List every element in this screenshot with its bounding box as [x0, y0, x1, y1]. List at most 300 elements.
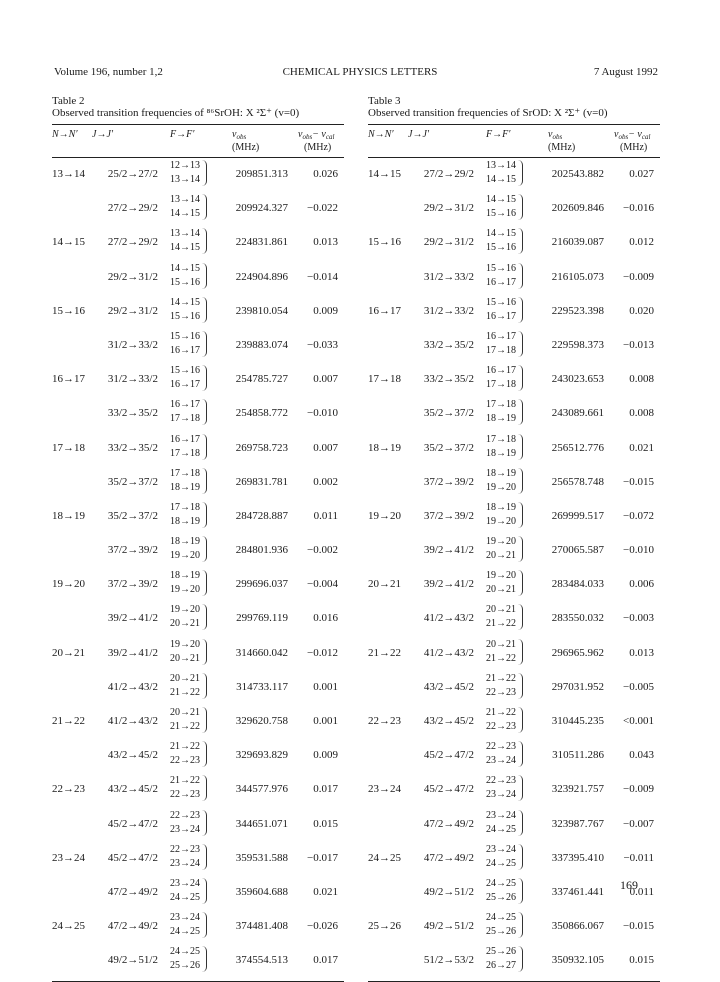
cell-obs-minus-cal: 0.007	[313, 373, 338, 386]
cell-observed-frequency: 344577.976	[235, 783, 288, 796]
cell-j-transition: 41/2→43/2	[107, 715, 158, 727]
cell-obs-minus-cal: −0.016	[623, 202, 654, 215]
cell-f-transition-upper: 16→17	[170, 433, 200, 445]
cell-j-transition: 43/2→45/2	[107, 749, 158, 762]
table-row	[368, 158, 660, 192]
obs-symbol: v	[232, 129, 237, 140]
running-header-journal: CHEMICAL PHYSICS LETTERS	[282, 66, 438, 78]
cell-j-transition: 29/2→31/2	[423, 202, 474, 215]
cell-obs-minus-cal: 0.015	[313, 817, 338, 830]
table-row	[52, 842, 344, 876]
cell-observed-frequency: 216105.073	[551, 270, 604, 283]
cell-f-transition-lower: 18→19	[486, 413, 516, 425]
table-row	[52, 363, 344, 397]
brace-symbol	[518, 844, 523, 870]
cell-j-transition: 43/2→45/2	[423, 680, 474, 693]
cell-j-transition: 45/2→47/2	[107, 851, 158, 864]
cell-obs-minus-cal: −0.013	[623, 338, 654, 351]
col-header-j: J→J′	[92, 129, 114, 140]
cell-j-transition: 37/2→39/2	[107, 578, 158, 591]
cell-f-transition-upper: 16→17	[486, 365, 516, 377]
cell-obs-minus-cal: <0.001	[623, 715, 654, 727]
cell-j-transition: 29/2→31/2	[107, 304, 158, 317]
table-row	[368, 500, 660, 534]
brace-symbol	[202, 297, 207, 323]
column-headers	[52, 125, 344, 157]
cell-j-transition: 39/2→41/2	[423, 544, 474, 557]
cell-n-transition: 18→19	[52, 509, 85, 522]
table-row	[368, 773, 660, 807]
cell-observed-frequency: 209851.313	[235, 168, 288, 180]
cell-f-transition-lower: 16→17	[486, 276, 516, 288]
table-row	[368, 637, 660, 671]
table-row	[368, 910, 660, 944]
cell-f-transition-upper: 15→16	[170, 330, 200, 342]
cell-obs-minus-cal: 0.020	[629, 304, 654, 317]
table-row	[52, 397, 344, 431]
cell-f-transition-upper: 16→17	[486, 330, 516, 342]
cell-j-transition: 29/2→31/2	[423, 236, 474, 249]
cell-j-transition: 41/2→43/2	[107, 680, 158, 693]
cell-f-transition-upper: 23→24	[170, 877, 200, 889]
cell-n-transition: 20→21	[368, 578, 401, 591]
cell-observed-frequency: 284728.887	[235, 509, 288, 522]
table-row	[368, 329, 660, 363]
cell-n-transition: 21→22	[368, 646, 401, 659]
cell-j-transition: 51/2→53/2	[423, 954, 474, 967]
brace-symbol	[518, 604, 523, 630]
cell-f-transition-upper: 22→23	[486, 775, 516, 787]
cell-f-transition-lower: 22→23	[170, 755, 200, 767]
cell-f-transition-upper: 19→20	[486, 570, 516, 582]
cell-obs-minus-cal: 0.043	[629, 749, 654, 762]
cell-j-transition: 47/2→49/2	[107, 885, 158, 898]
brace-symbol	[518, 194, 523, 220]
cell-f-transition-lower: 22→23	[486, 721, 516, 732]
cell-n-transition: 22→23	[368, 715, 401, 727]
cell-f-transition-upper: 14→15	[486, 228, 516, 240]
table-row	[368, 705, 660, 739]
brace-symbol	[202, 604, 207, 630]
cell-j-transition: 35/2→37/2	[423, 441, 474, 454]
cell-observed-frequency: 229598.373	[551, 338, 604, 351]
cell-j-transition: 27/2→29/2	[107, 202, 158, 215]
cell-f-transition-upper: 23→24	[486, 809, 516, 821]
cell-f-transition-upper: 22→23	[170, 843, 200, 855]
cell-j-transition: 37/2→39/2	[423, 509, 474, 522]
obs-symbol: v	[548, 129, 553, 140]
cell-f-transition-upper: 21→22	[486, 707, 516, 718]
table-row	[368, 261, 660, 295]
cell-j-transition: 27/2→29/2	[107, 236, 158, 249]
cell-obs-minus-cal: 0.002	[313, 475, 338, 488]
table-row	[368, 568, 660, 602]
cell-j-transition: 37/2→39/2	[423, 475, 474, 488]
cell-obs-minus-cal: 0.011	[629, 885, 654, 898]
cell-f-transition-lower: 20→21	[486, 550, 516, 562]
cell-j-transition: 49/2→51/2	[107, 954, 158, 967]
cell-obs-minus-cal: 0.012	[629, 236, 654, 249]
cell-j-transition: 35/2→37/2	[107, 475, 158, 488]
brace-symbol	[202, 536, 207, 562]
col-header-dev	[614, 129, 650, 141]
brace-symbol	[518, 160, 523, 186]
brace-symbol	[202, 741, 207, 767]
table-row	[52, 261, 344, 295]
cell-observed-frequency: 269758.723	[235, 441, 288, 454]
cell-f-transition-upper: 23→24	[486, 843, 516, 855]
dev-symbol: v	[298, 129, 303, 140]
cell-observed-frequency: 314733.117	[236, 680, 288, 693]
cell-n-transition: 24→25	[368, 851, 401, 864]
table-row	[368, 363, 660, 397]
cell-f-transition-lower: 19→20	[486, 515, 516, 527]
cell-f-transition-lower: 18→19	[170, 481, 200, 493]
cell-observed-frequency: 299769.119	[236, 612, 288, 625]
cell-observed-frequency: 209924.327	[235, 202, 288, 215]
obs-subscript: obs	[552, 133, 563, 141]
cell-j-transition: 27/2→29/2	[423, 168, 474, 180]
cell-f-transition-lower: 20→21	[170, 652, 200, 664]
dev-subscript-cal: cal	[325, 133, 335, 141]
cell-j-transition: 31/2→33/2	[107, 373, 158, 386]
brace-symbol	[518, 263, 523, 289]
cell-obs-minus-cal: 0.026	[313, 168, 338, 180]
cell-n-transition: 16→17	[52, 373, 85, 386]
cell-f-transition-upper: 14→15	[486, 194, 516, 206]
cell-observed-frequency: 314660.042	[235, 646, 288, 659]
table-3	[368, 95, 660, 982]
cell-f-transition-lower: 25→26	[170, 960, 200, 972]
table-row	[368, 944, 660, 978]
cell-f-transition-upper: 20→21	[486, 638, 516, 650]
cell-f-transition-lower: 25→26	[486, 926, 516, 938]
cell-n-transition: 23→24	[52, 851, 85, 864]
cell-obs-minus-cal: 0.013	[629, 646, 654, 659]
cell-f-transition-lower: 16→17	[486, 310, 516, 322]
cell-obs-minus-cal: 0.016	[313, 612, 338, 625]
table-caption: Observed transition frequencies of ⁸⁶SrOH: X ²Σ⁺ (v=0)	[52, 107, 300, 119]
cell-f-transition-upper: 17→18	[486, 399, 516, 411]
cell-observed-frequency: 337395.410	[551, 851, 604, 864]
col-header-obs-unit: (MHz)	[548, 142, 576, 153]
cell-observed-frequency: 269831.781	[235, 475, 288, 488]
cell-obs-minus-cal: 0.027	[629, 168, 654, 180]
brace-symbol	[518, 707, 523, 733]
table-row	[52, 808, 344, 842]
cell-f-transition-upper: 13→14	[170, 228, 200, 240]
cell-f-transition-lower: 24→25	[486, 857, 516, 869]
cell-f-transition-lower: 13→14	[170, 174, 200, 185]
brace-symbol	[518, 878, 523, 904]
cell-f-transition-lower: 23→24	[170, 857, 200, 869]
brace-symbol	[202, 844, 207, 870]
cell-obs-minus-cal: −0.015	[623, 475, 654, 488]
dev-minus: − v	[628, 129, 642, 140]
cell-f-transition-lower: 17→18	[486, 344, 516, 356]
table-row	[52, 671, 344, 705]
cell-obs-minus-cal: −0.010	[623, 544, 654, 557]
brace-symbol	[202, 331, 207, 357]
brace-symbol	[202, 399, 207, 425]
cell-j-transition: 33/2→35/2	[423, 373, 474, 386]
brace-symbol	[202, 570, 207, 596]
table-row	[52, 876, 344, 910]
cell-obs-minus-cal: 0.007	[313, 441, 338, 454]
cell-obs-minus-cal: 0.021	[313, 885, 338, 898]
table-row	[368, 226, 660, 260]
cell-j-transition: 49/2→51/2	[423, 920, 474, 933]
dev-subscript-obs: obs	[618, 133, 629, 141]
cell-obs-minus-cal: 0.017	[313, 954, 338, 967]
cell-j-transition: 45/2→47/2	[423, 749, 474, 762]
brace-symbol	[518, 912, 523, 938]
cell-observed-frequency: 254858.772	[235, 407, 288, 420]
cell-j-transition: 43/2→45/2	[107, 783, 158, 796]
brace-symbol	[202, 434, 207, 460]
table-row	[52, 602, 344, 636]
brace-symbol	[518, 775, 523, 801]
cell-f-transition-lower: 24→25	[170, 891, 200, 903]
cell-n-transition: 18→19	[368, 441, 401, 454]
dev-minus: − v	[312, 129, 326, 140]
table-row	[368, 602, 660, 636]
cell-j-transition: 33/2→35/2	[423, 338, 474, 351]
cell-n-transition: 16→17	[368, 304, 401, 317]
cell-n-transition: 17→18	[52, 441, 85, 454]
col-header-obs-unit: (MHz)	[232, 142, 260, 153]
cell-observed-frequency: 283484.033	[551, 578, 604, 591]
brace-symbol	[202, 468, 207, 494]
cell-n-transition: 15→16	[52, 304, 85, 317]
cell-n-transition: 22→23	[52, 783, 85, 796]
dev-symbol: v	[614, 129, 619, 140]
cell-f-transition-lower: 19→20	[170, 584, 200, 596]
brace-symbol	[518, 365, 523, 391]
cell-n-transition: 14→15	[368, 168, 401, 180]
col-header-dev-unit: (MHz)	[304, 142, 332, 153]
cell-f-transition-lower: 17→18	[486, 379, 516, 391]
table-row	[368, 842, 660, 876]
cell-j-transition: 35/2→37/2	[107, 509, 158, 522]
cell-j-transition: 39/2→41/2	[107, 612, 158, 625]
cell-f-transition-upper: 25→26	[486, 946, 516, 958]
cell-obs-minus-cal: −0.011	[623, 851, 654, 864]
table-row	[52, 534, 344, 568]
cell-observed-frequency: 337461.441	[551, 885, 604, 898]
col-header-dev-unit: (MHz)	[620, 142, 648, 153]
cell-j-transition: 41/2→43/2	[423, 612, 474, 625]
cell-f-transition-lower: 22→23	[170, 789, 200, 801]
cell-f-transition-upper: 20→21	[170, 672, 200, 684]
col-header-f: F→F′	[486, 129, 511, 140]
cell-obs-minus-cal: 0.017	[313, 783, 338, 796]
cell-n-transition: 17→18	[368, 373, 401, 386]
cell-f-transition-upper: 21→22	[486, 672, 516, 684]
table-row	[368, 397, 660, 431]
cell-obs-minus-cal: 0.008	[629, 373, 654, 386]
cell-observed-frequency: 202543.882	[551, 168, 604, 180]
cell-f-transition-upper: 15→16	[170, 365, 200, 377]
cell-j-transition: 31/2→33/2	[423, 270, 474, 283]
cell-obs-minus-cal: −0.022	[307, 202, 338, 215]
cell-observed-frequency: 239883.074	[235, 338, 288, 351]
cell-n-transition: 14→15	[52, 236, 85, 249]
col-header-f: F→F′	[170, 129, 195, 140]
brace-symbol	[202, 228, 207, 254]
cell-f-transition-upper: 13→14	[170, 194, 200, 206]
cell-observed-frequency: 359604.688	[235, 885, 288, 898]
cell-f-transition-upper: 15→16	[486, 296, 516, 308]
col-header-n: N→N′	[52, 129, 78, 140]
brace-symbol	[202, 194, 207, 220]
table-row	[52, 226, 344, 260]
cell-obs-minus-cal: −0.007	[623, 817, 654, 830]
cell-j-transition: 47/2→49/2	[423, 851, 474, 864]
table-row	[52, 910, 344, 944]
cell-j-transition: 45/2→47/2	[423, 783, 474, 796]
table-2	[52, 95, 344, 982]
table-row	[368, 534, 660, 568]
cell-n-transition: 19→20	[52, 578, 85, 591]
cell-obs-minus-cal: −0.012	[307, 646, 338, 659]
cell-obs-minus-cal: −0.014	[307, 270, 338, 283]
brace-symbol	[202, 160, 207, 186]
cell-f-transition-upper: 24→25	[486, 912, 516, 924]
table-body	[52, 158, 344, 979]
cell-observed-frequency: 374481.408	[235, 920, 288, 933]
brace-symbol	[518, 297, 523, 323]
brace-symbol	[202, 946, 207, 972]
table-row	[52, 466, 344, 500]
cell-observed-frequency: 323987.767	[551, 817, 604, 830]
cell-obs-minus-cal: 0.001	[313, 715, 338, 727]
col-header-n: N→N′	[368, 129, 394, 140]
cell-f-transition-lower: 22→23	[486, 686, 516, 698]
table-row	[52, 158, 344, 192]
cell-f-transition-upper: 21→22	[170, 775, 200, 787]
cell-obs-minus-cal: −0.026	[307, 920, 338, 933]
cell-f-transition-upper: 23→24	[170, 912, 200, 924]
brace-symbol	[202, 912, 207, 938]
brace-symbol	[202, 365, 207, 391]
cell-obs-minus-cal: −0.002	[307, 544, 338, 557]
obs-subscript: obs	[236, 133, 247, 141]
cell-observed-frequency: 374554.513	[235, 954, 288, 967]
brace-symbol	[202, 502, 207, 528]
dev-subscript-obs: obs	[302, 133, 313, 141]
col-header-obs	[548, 129, 562, 141]
cell-obs-minus-cal: −0.005	[623, 680, 654, 693]
cell-obs-minus-cal: 0.009	[313, 304, 338, 317]
cell-n-transition: 21→22	[52, 715, 85, 727]
cell-f-transition-lower: 19→20	[486, 481, 516, 493]
cell-f-transition-lower: 21→22	[170, 686, 200, 698]
cell-f-transition-lower: 23→24	[486, 755, 516, 767]
cell-obs-minus-cal: 0.011	[313, 509, 338, 522]
cell-f-transition-upper: 14→15	[170, 262, 200, 274]
cell-j-transition: 43/2→45/2	[423, 715, 474, 727]
cell-j-transition: 33/2→35/2	[107, 441, 158, 454]
cell-observed-frequency: 350932.105	[551, 954, 604, 967]
cell-j-transition: 41/2→43/2	[423, 646, 474, 659]
col-header-obs	[232, 129, 246, 141]
cell-n-transition: 24→25	[52, 920, 85, 933]
cell-observed-frequency: 344651.071	[235, 817, 288, 830]
cell-f-transition-upper: 17→18	[170, 501, 200, 513]
cell-f-transition-upper: 13→14	[486, 160, 516, 171]
table-row	[368, 876, 660, 910]
table-row	[368, 671, 660, 705]
cell-f-transition-lower: 15→16	[486, 242, 516, 254]
cell-observed-frequency: 269999.517	[551, 509, 604, 522]
cell-f-transition-upper: 24→25	[486, 877, 516, 889]
cell-observed-frequency: 323921.757	[551, 783, 604, 796]
running-header-date: 7 August 1992	[593, 66, 658, 78]
brace-symbol	[202, 639, 207, 665]
cell-observed-frequency: 229523.398	[551, 304, 604, 317]
cell-observed-frequency: 256578.748	[551, 475, 604, 488]
table-row	[52, 432, 344, 466]
cell-j-transition: 39/2→41/2	[423, 578, 474, 591]
table-row	[52, 500, 344, 534]
cell-observed-frequency: 243023.653	[551, 373, 604, 386]
table-body	[368, 158, 660, 979]
brace-symbol	[518, 536, 523, 562]
table-row	[368, 295, 660, 329]
cell-f-transition-upper: 19→20	[170, 604, 200, 616]
cell-f-transition-upper: 22→23	[170, 809, 200, 821]
cell-observed-frequency: 202609.846	[551, 202, 604, 215]
table-row	[368, 192, 660, 226]
brace-symbol	[202, 263, 207, 289]
cell-j-transition: 45/2→47/2	[107, 817, 158, 830]
cell-f-transition-upper: 19→20	[170, 638, 200, 650]
cell-f-transition-lower: 20→21	[170, 618, 200, 630]
cell-n-transition: 13→14	[52, 168, 85, 180]
cell-j-transition: 47/2→49/2	[423, 817, 474, 830]
brace-symbol	[202, 810, 207, 836]
table-row	[52, 192, 344, 226]
cell-obs-minus-cal: 0.001	[313, 680, 338, 693]
table-row	[52, 705, 344, 739]
cell-j-transition: 35/2→37/2	[423, 407, 474, 420]
brace-symbol	[518, 399, 523, 425]
cell-obs-minus-cal: −0.004	[307, 578, 338, 591]
table-label: Table 3	[368, 95, 401, 107]
cell-f-transition-lower: 24→25	[486, 823, 516, 835]
cell-f-transition-upper: 17→18	[486, 433, 516, 445]
cell-observed-frequency: 297031.952	[551, 680, 604, 693]
brace-symbol	[202, 878, 207, 904]
cell-observed-frequency: 270065.587	[551, 544, 604, 557]
cell-f-transition-upper: 22→23	[486, 741, 516, 753]
cell-f-transition-lower: 14→15	[170, 208, 200, 220]
cell-obs-minus-cal: 0.008	[629, 407, 654, 420]
cell-obs-minus-cal: 0.009	[313, 749, 338, 762]
cell-f-transition-lower: 15→16	[486, 208, 516, 220]
cell-j-transition: 25/2→27/2	[107, 168, 158, 180]
cell-observed-frequency: 299696.037	[235, 578, 288, 591]
table-bottom-rule	[52, 981, 344, 982]
brace-symbol	[518, 434, 523, 460]
cell-f-transition-lower: 18→19	[170, 515, 200, 527]
brace-symbol	[202, 775, 207, 801]
cell-f-transition-lower: 18→19	[486, 447, 516, 459]
brace-symbol	[518, 741, 523, 767]
cell-f-transition-lower: 26→27	[486, 960, 516, 972]
column-headers	[368, 125, 660, 157]
